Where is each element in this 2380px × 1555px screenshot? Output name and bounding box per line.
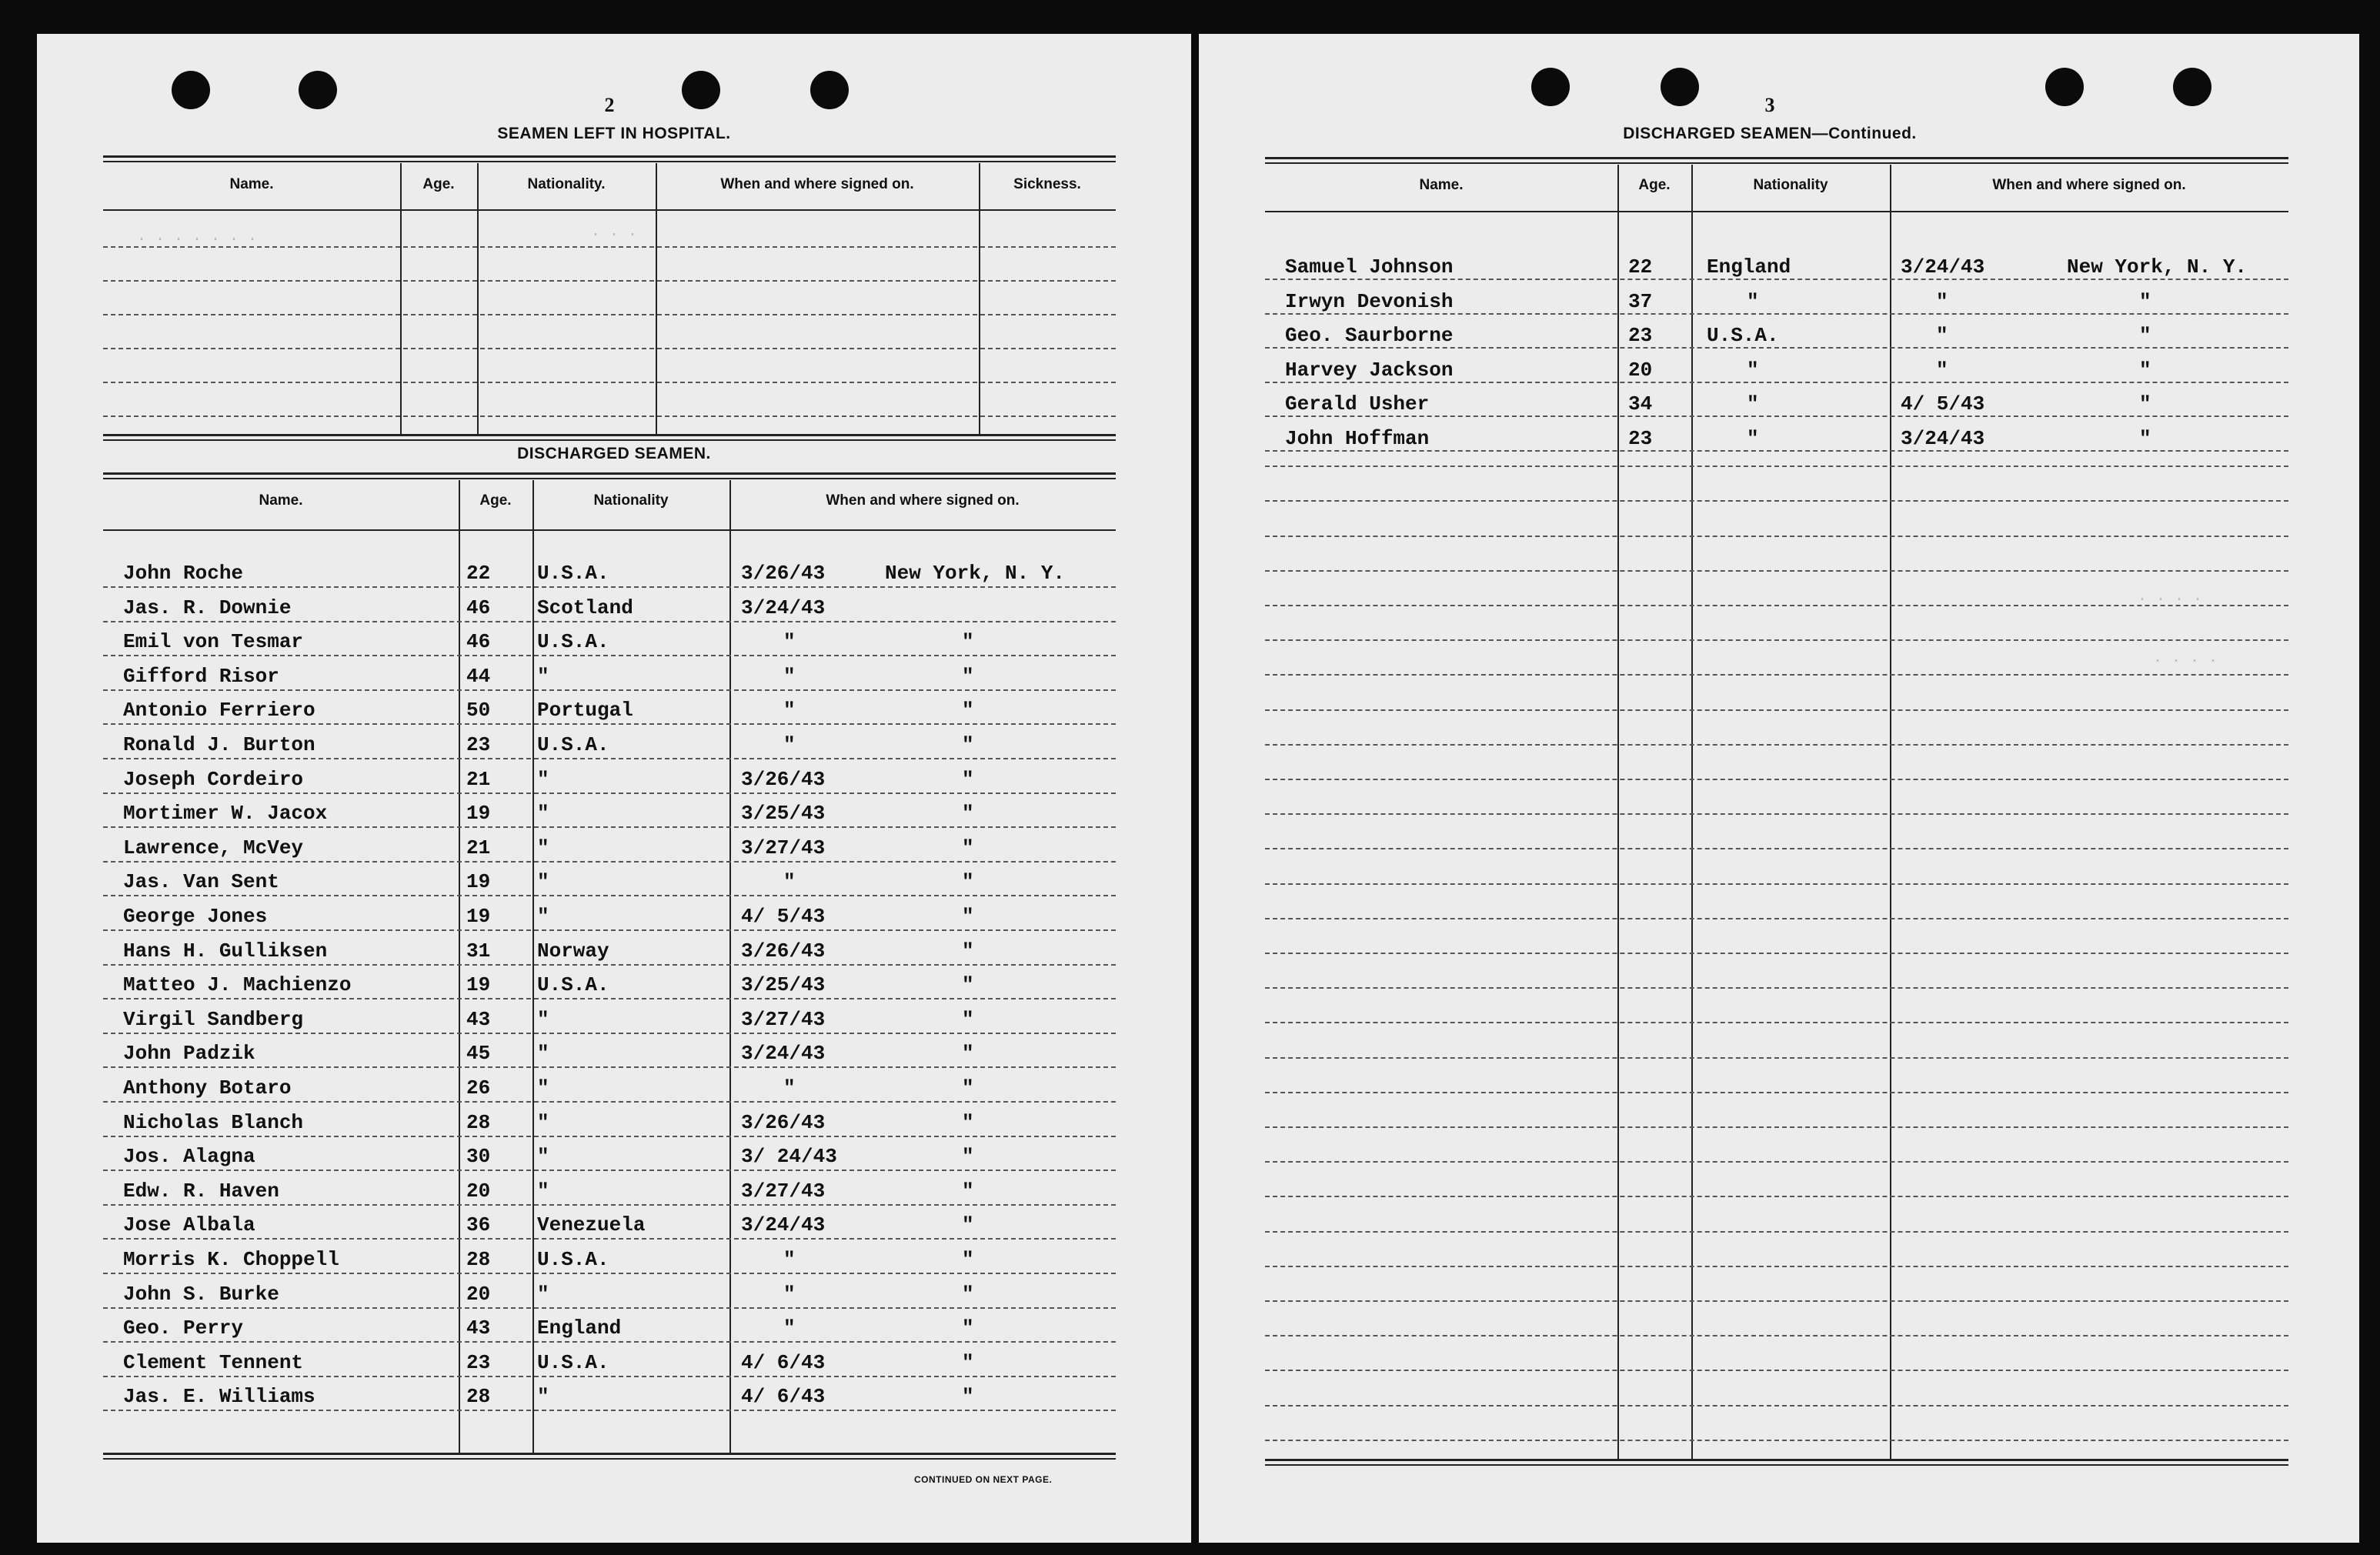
- row-rule: [103, 1410, 1116, 1411]
- row-rule: [1265, 953, 2288, 954]
- row-rule: [1265, 918, 2288, 919]
- seaman-age: 46: [466, 596, 491, 619]
- row-rule: [1265, 1161, 2288, 1163]
- seaman-name: Edw. R. Haven: [123, 1179, 279, 1203]
- table-rule: [103, 434, 1116, 441]
- row-rule: [103, 1136, 1116, 1137]
- seaman-nationality: ": [537, 1385, 549, 1409]
- row-rule: [103, 861, 1116, 863]
- signed-on-date: 3/26/43: [741, 562, 826, 585]
- seaman-name: Geo. Perry: [123, 1316, 244, 1340]
- punch-hole: [172, 71, 210, 109]
- seaman-nationality: ": [537, 1007, 549, 1031]
- row-rule: [103, 655, 1116, 656]
- seaman-name: John Hoffman: [1285, 427, 1430, 450]
- seaman-name: Gifford Risor: [123, 664, 279, 688]
- signed-on-place: ": [962, 870, 974, 894]
- signed-on-place: ": [962, 1145, 974, 1169]
- seaman-name: Emil von Tesmar: [123, 630, 304, 654]
- seaman-name: Geo. Saurborne: [1285, 324, 1454, 348]
- signed-on-date: ": [1936, 289, 1948, 313]
- signed-on-date: 3/27/43: [741, 1007, 826, 1031]
- seaman-name: Hans H. Gulliksen: [123, 939, 328, 963]
- row-rule: [103, 964, 1116, 966]
- seaman-nationality: U.S.A.: [537, 1350, 609, 1374]
- row-rule: [103, 314, 1116, 315]
- row-rule: [1265, 709, 2288, 711]
- signed-on-date: ": [783, 699, 796, 722]
- signed-on-place: ": [962, 836, 974, 859]
- seaman-age: 23: [1628, 324, 1653, 348]
- seaman-name: Ronald J. Burton: [123, 733, 315, 756]
- column-divider: [979, 163, 980, 434]
- signed-on-date: 3/ 24/43: [741, 1145, 837, 1169]
- seaman-age: 50: [466, 699, 491, 722]
- seaman-age: 20: [1628, 358, 1653, 382]
- seaman-nationality: ": [1747, 427, 1759, 450]
- row-rule: [1265, 1231, 2288, 1233]
- seaman-age: 36: [466, 1213, 491, 1237]
- row-rule: [1265, 415, 2288, 417]
- row-rule: [1265, 883, 2288, 885]
- punch-hole: [682, 71, 720, 109]
- seaman-age: 23: [466, 1350, 491, 1374]
- signed-on-date: ": [1936, 358, 1948, 382]
- row-rule: [1265, 1440, 2288, 1441]
- row-rule: [1265, 848, 2288, 849]
- signed-on-place: ": [2139, 392, 2151, 416]
- seaman-nationality: ": [537, 1179, 549, 1203]
- seaman-age: 22: [466, 562, 491, 585]
- seaman-nationality: ": [537, 1076, 549, 1100]
- column-divider: [400, 163, 402, 434]
- signed-on-place: ": [962, 1042, 974, 1066]
- row-rule: [1265, 279, 2288, 280]
- seaman-age: 44: [466, 664, 491, 688]
- signed-on-date: 4/ 5/43: [741, 905, 826, 928]
- row-rule: [1265, 450, 2288, 452]
- seaman-name: Nicholas Blanch: [123, 1110, 304, 1134]
- column-divider: [477, 163, 479, 434]
- table-rule: [103, 155, 1116, 162]
- row-rule: [1265, 570, 2288, 572]
- hospital-section-title: SEAMEN LEFT IN HOSPITAL.: [497, 125, 731, 142]
- row-rule: [1265, 779, 2288, 780]
- punch-hole: [1531, 68, 1570, 106]
- signed-on-place: ": [962, 1316, 974, 1340]
- column-header-age: Age.: [479, 492, 512, 509]
- seaman-nationality: Portugal: [537, 699, 633, 722]
- signed-on-date: 4/ 6/43: [741, 1385, 826, 1409]
- seaman-age: 46: [466, 630, 491, 654]
- row-rule: [103, 1273, 1116, 1274]
- punch-hole: [810, 71, 849, 109]
- seaman-name: Joseph Cordeiro: [123, 767, 304, 791]
- seaman-age: 23: [466, 733, 491, 756]
- row-rule: [103, 1307, 1116, 1309]
- row-rule: [1265, 347, 2288, 349]
- row-rule: [103, 895, 1116, 896]
- column-header-nationality: Nationality: [593, 492, 669, 509]
- seaman-name: Lawrence, McVey: [123, 836, 304, 859]
- seaman-nationality: U.S.A.: [537, 1248, 609, 1271]
- seaman-age: 22: [1628, 255, 1653, 279]
- signed-on-date: 3/27/43: [741, 836, 826, 859]
- row-rule: [103, 348, 1116, 349]
- signed-on-date: 3/27/43: [741, 1179, 826, 1203]
- row-rule: [103, 1033, 1116, 1034]
- row-rule: [1265, 674, 2288, 676]
- signed-on-date: 3/24/43: [741, 1042, 826, 1066]
- punch-hole: [1661, 68, 1699, 106]
- seaman-name: Matteo J. Machienzo: [123, 973, 352, 997]
- seaman-nationality: U.S.A.: [1707, 324, 1779, 348]
- seaman-nationality: U.S.A.: [537, 973, 609, 997]
- column-header-nationality: Nationality.: [527, 176, 606, 192]
- seaman-age: 28: [466, 1110, 491, 1134]
- column-header-signed-on: When and where signed on.: [1992, 177, 2186, 193]
- column-header-name: Name.: [1419, 177, 1464, 193]
- seaman-age: 19: [466, 905, 491, 928]
- row-rule: [1265, 382, 2288, 383]
- signed-on-place: ": [2139, 289, 2151, 313]
- faded-text: . . . .: [2138, 588, 2203, 606]
- seaman-age: 19: [466, 870, 491, 894]
- signed-on-place: ": [962, 767, 974, 791]
- signed-on-date: 3/25/43: [741, 802, 826, 826]
- seaman-name: Jas. E. Williams: [123, 1385, 315, 1409]
- signed-on-date: 3/26/43: [741, 767, 826, 791]
- right-page: [1199, 34, 2359, 1543]
- column-divider: [656, 163, 657, 434]
- row-rule: [103, 793, 1116, 794]
- signed-on-place: New York, N. Y.: [885, 562, 1066, 585]
- signed-on-place: ": [2139, 324, 2151, 348]
- seaman-name: Harvey Jackson: [1285, 358, 1454, 382]
- seaman-nationality: ": [537, 1282, 549, 1306]
- signed-on-date: ": [783, 664, 796, 688]
- row-rule: [1265, 1022, 2288, 1023]
- signed-on-place: ": [962, 1350, 974, 1374]
- signed-on-date: 3/25/43: [741, 973, 826, 997]
- signed-on-place: ": [962, 1179, 974, 1203]
- seaman-name: Antonio Ferriero: [123, 699, 315, 722]
- row-rule: [103, 929, 1116, 931]
- signed-on-place: ": [2139, 427, 2151, 450]
- seaman-age: 45: [466, 1042, 491, 1066]
- column-header-sickness: Sickness.: [1013, 176, 1081, 192]
- punch-hole: [299, 71, 337, 109]
- discharged-section-title: DISCHARGED SEAMEN.: [517, 445, 711, 462]
- signed-on-date: 3/24/43: [1901, 255, 1985, 279]
- signed-on-date: ": [783, 870, 796, 894]
- seaman-nationality: U.S.A.: [537, 562, 609, 585]
- faded-text: . . .: [591, 223, 638, 241]
- signed-on-date: 3/24/43: [741, 1213, 826, 1237]
- seaman-age: 28: [466, 1385, 491, 1409]
- row-rule: [103, 621, 1116, 622]
- seaman-nationality: ": [1747, 358, 1759, 382]
- signed-on-place: ": [962, 905, 974, 928]
- seaman-name: George Jones: [123, 905, 268, 928]
- faded-text: . . . . . . .: [137, 228, 258, 245]
- seaman-nationality: England: [537, 1316, 622, 1340]
- seaman-name: Clement Tennent: [123, 1350, 304, 1374]
- row-rule: [103, 415, 1116, 417]
- column-header-signed-on: When and where signed on.: [720, 176, 914, 192]
- signed-on-place: ": [2139, 358, 2151, 382]
- seaman-age: 19: [466, 802, 491, 826]
- seaman-nationality: U.S.A.: [537, 733, 609, 756]
- signed-on-place: ": [962, 630, 974, 654]
- table-rule: [103, 472, 1116, 479]
- row-rule: [1265, 536, 2288, 537]
- continued-note: CONTINUED ON NEXT PAGE.: [914, 1474, 1053, 1485]
- seaman-name: Jose Albala: [123, 1213, 255, 1237]
- seaman-age: 31: [466, 939, 491, 963]
- seaman-name: John Roche: [123, 562, 244, 585]
- signed-on-place: ": [962, 1213, 974, 1237]
- row-rule: [103, 998, 1116, 999]
- signed-on-date: 4/ 6/43: [741, 1350, 826, 1374]
- seaman-age: 21: [466, 836, 491, 859]
- page-number: 3: [1764, 94, 1775, 116]
- row-rule: [1265, 1300, 2288, 1302]
- row-rule: [1265, 987, 2288, 989]
- row-rule: [1265, 1335, 2288, 1336]
- column-header-age: Age.: [422, 176, 455, 192]
- seaman-nationality: ": [1747, 392, 1759, 416]
- row-rule: [103, 723, 1116, 725]
- row-rule: [1265, 1092, 2288, 1093]
- seaman-age: 20: [466, 1179, 491, 1203]
- signed-on-date: 3/24/43: [1901, 427, 1985, 450]
- signed-on-place: ": [962, 1110, 974, 1134]
- row-rule: [103, 758, 1116, 759]
- signed-on-place: ": [962, 664, 974, 688]
- seaman-nationality: ": [537, 1110, 549, 1134]
- seaman-nationality: ": [537, 802, 549, 826]
- seaman-nationality: ": [537, 664, 549, 688]
- signed-on-date: 4/ 5/43: [1901, 392, 1985, 416]
- seaman-name: Jas. Van Sent: [123, 870, 279, 894]
- row-rule: [1265, 313, 2288, 315]
- table-rule: [103, 209, 1116, 211]
- row-rule: [1265, 813, 2288, 815]
- row-rule: [103, 1341, 1116, 1343]
- row-rule: [1265, 1266, 2288, 1267]
- signed-on-date: ": [783, 1282, 796, 1306]
- seaman-name: Jos. Alagna: [123, 1145, 255, 1169]
- left-page: [37, 34, 1191, 1543]
- page-number: 2: [604, 94, 615, 116]
- row-rule: [1265, 1370, 2288, 1371]
- seaman-age: 26: [466, 1076, 491, 1100]
- table-rule: [1265, 1459, 2288, 1466]
- faded-text: . . . .: [2153, 649, 2218, 667]
- row-rule: [103, 1204, 1116, 1206]
- row-rule: [1265, 1057, 2288, 1059]
- seaman-nationality: ": [537, 870, 549, 894]
- row-rule: [103, 280, 1116, 282]
- seaman-nationality: ": [537, 836, 549, 859]
- seaman-nationality: U.S.A.: [537, 630, 609, 654]
- signed-on-place: ": [962, 973, 974, 997]
- signed-on-date: ": [783, 1316, 796, 1340]
- seaman-name: Irwyn Devonish: [1285, 289, 1454, 313]
- signed-on-place: New York, N. Y.: [2067, 255, 2248, 279]
- seaman-name: Morris K. Choppell: [123, 1248, 339, 1271]
- signed-on-place: ": [962, 699, 974, 722]
- seaman-nationality: Venezuela: [537, 1213, 646, 1237]
- seaman-name: Virgil Sandberg: [123, 1007, 304, 1031]
- seaman-nationality: England: [1707, 255, 1791, 279]
- seaman-age: 23: [1628, 427, 1653, 450]
- seaman-name: John Padzik: [123, 1042, 255, 1066]
- row-rule: [103, 1170, 1116, 1171]
- seaman-nationality: ": [537, 1042, 549, 1066]
- seaman-age: 43: [466, 1007, 491, 1031]
- row-rule: [1265, 744, 2288, 746]
- column-header-signed-on: When and where signed on.: [826, 492, 1020, 509]
- signed-on-date: ": [783, 630, 796, 654]
- signed-on-place: ": [962, 939, 974, 963]
- table-rule: [103, 1453, 1116, 1460]
- row-rule: [1265, 1126, 2288, 1128]
- row-rule: [103, 689, 1116, 691]
- signed-on-date: ": [1936, 324, 1948, 348]
- row-rule: [103, 1238, 1116, 1240]
- row-rule: [103, 1101, 1116, 1103]
- row-rule: [103, 382, 1116, 383]
- seaman-name: John S. Burke: [123, 1282, 279, 1306]
- seaman-nationality: ": [537, 905, 549, 928]
- signed-on-place: ": [962, 1076, 974, 1100]
- signed-on-place: ": [962, 802, 974, 826]
- seaman-name: Jas. R. Downie: [123, 596, 292, 619]
- seaman-nationality: Scotland: [537, 596, 633, 619]
- punch-hole: [2045, 68, 2084, 106]
- row-rule: [103, 826, 1116, 828]
- seaman-name: Gerald Usher: [1285, 392, 1430, 416]
- seaman-name: Mortimer W. Jacox: [123, 802, 328, 826]
- table-rule: [103, 529, 1116, 531]
- seaman-age: 20: [466, 1282, 491, 1306]
- signed-on-place: ": [962, 1282, 974, 1306]
- seaman-nationality: Norway: [537, 939, 609, 963]
- column-header-name: Name.: [259, 492, 303, 509]
- column-header-name: Name.: [229, 176, 274, 192]
- seaman-nationality: ": [537, 767, 549, 791]
- row-rule: [103, 1376, 1116, 1377]
- column-header-nationality: Nationality: [1753, 177, 1828, 193]
- column-header-age: Age.: [1638, 177, 1671, 193]
- row-rule: [1265, 639, 2288, 641]
- seaman-nationality: ": [537, 1145, 549, 1169]
- row-rule: [1265, 465, 2288, 467]
- row-rule: [1265, 605, 2288, 606]
- signed-on-place: ": [962, 1007, 974, 1031]
- seaman-name: Samuel Johnson: [1285, 255, 1454, 279]
- seaman-age: 19: [466, 973, 491, 997]
- table-rule: [1265, 211, 2288, 212]
- signed-on-date: 3/26/43: [741, 939, 826, 963]
- seaman-age: 28: [466, 1248, 491, 1271]
- seaman-age: 37: [1628, 289, 1653, 313]
- signed-on-date: 3/26/43: [741, 1110, 826, 1134]
- signed-on-place: ": [962, 1385, 974, 1409]
- signed-on-date: ": [783, 733, 796, 756]
- seaman-age: 43: [466, 1316, 491, 1340]
- signed-on-place: ": [962, 1248, 974, 1271]
- seaman-age: 30: [466, 1145, 491, 1169]
- row-rule: [103, 586, 1116, 588]
- row-rule: [1265, 500, 2288, 502]
- signed-on-date: 3/24/43: [741, 596, 826, 619]
- table-rule: [1265, 157, 2288, 164]
- seaman-age: 21: [466, 767, 491, 791]
- row-rule: [1265, 1405, 2288, 1407]
- row-rule: [103, 246, 1116, 248]
- seaman-name: Anthony Botaro: [123, 1076, 292, 1100]
- row-rule: [103, 1066, 1116, 1068]
- seaman-nationality: ": [1747, 289, 1759, 313]
- signed-on-date: ": [783, 1248, 796, 1271]
- signed-on-place: ": [962, 733, 974, 756]
- punch-hole: [2173, 68, 2211, 106]
- section-title: DISCHARGED SEAMEN—Continued.: [1623, 125, 1917, 142]
- signed-on-date: ": [783, 1076, 796, 1100]
- row-rule: [1265, 1196, 2288, 1197]
- seaman-age: 34: [1628, 392, 1653, 416]
